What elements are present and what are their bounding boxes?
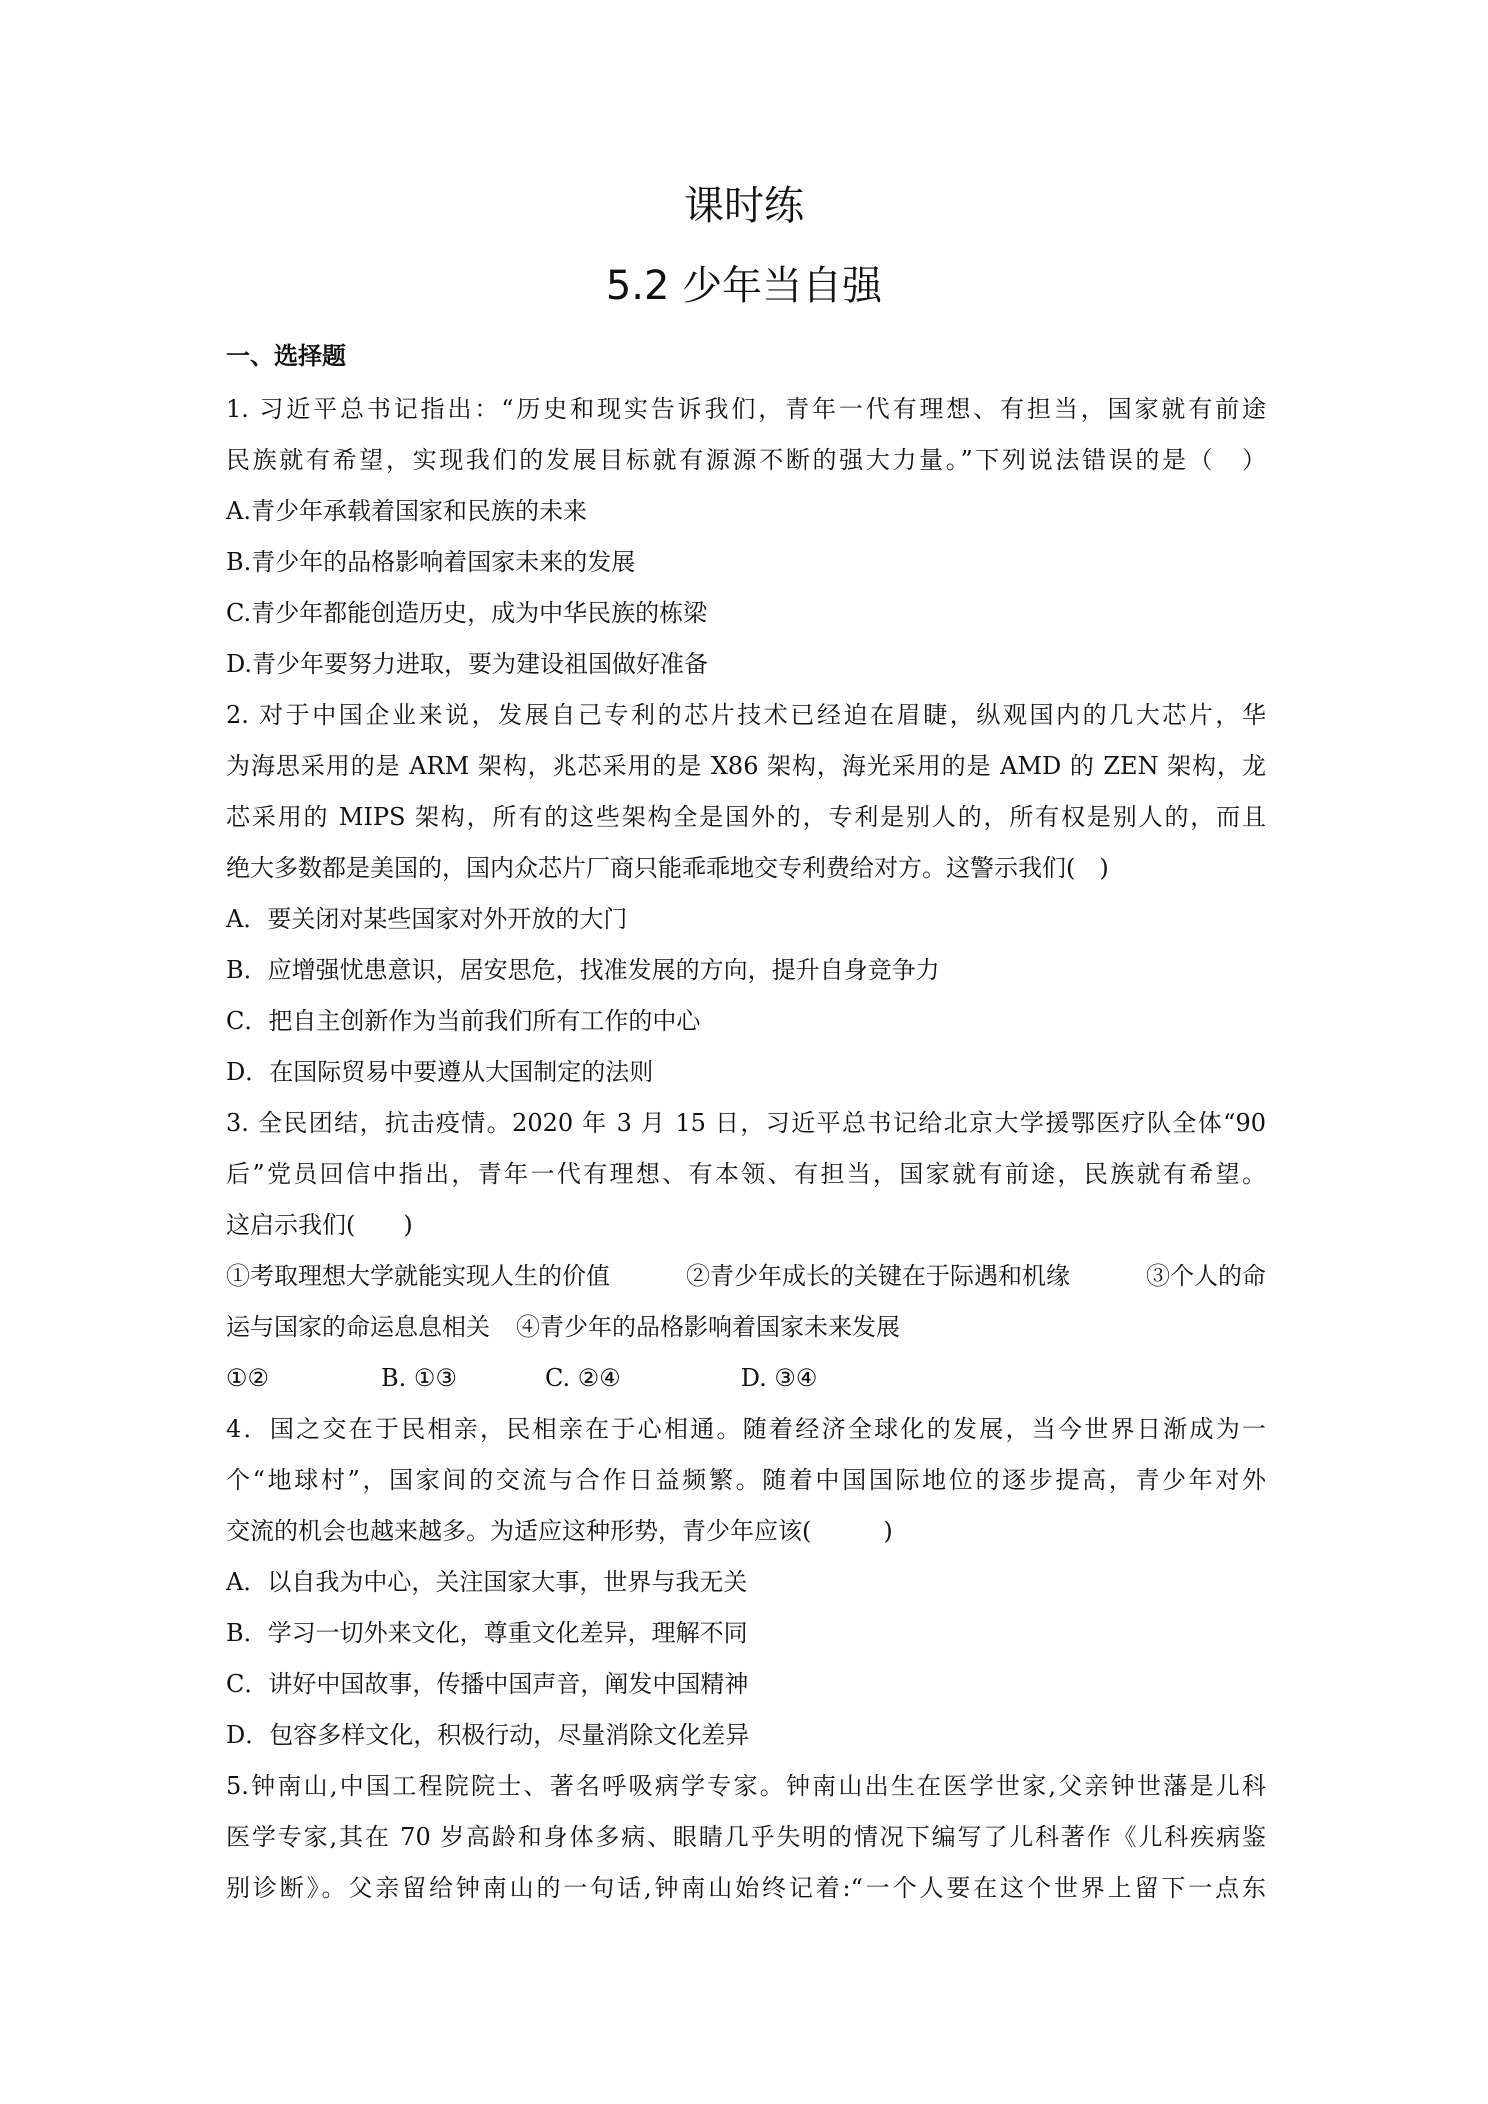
question-stem-line: 交流的机会也越来越多。为适应这种形势，青少年应该( ) [226,1517,893,1545]
question-stem-line: 后”党员回信中指出，青年一代有理想、有本领、有担当，国家就有前途，民族就有希望。 [226,1160,1266,1188]
statement-3-continued: 运与国家的命运息息相关 [226,1313,490,1341]
statement-3: ③个人的命 [1146,1262,1266,1290]
question-stem-line: 4．国之交在于民相亲，民相亲在于心相通。随着经济全球化的发展，当今世界日渐成为一 [226,1415,1266,1443]
choice-a: ①② [226,1364,270,1392]
question-stem-line: 3. 全民团结，抗击疫情。2020 年 3 月 15 日，习近平总书记给北京大学援鄂医疗队全体“90 [226,1109,1266,1137]
question-stem-line: 这启示我们( ) [226,1211,413,1239]
question-1 [226,384,1266,690]
question-stem-line: 5.钟南山,中国工程院院士、著名呼吸病学专家。钟南山出生在医学世家,父亲钟世藩是儿科 [226,1772,1266,1800]
option-d: D．在国际贸易中要遵从大国制定的法则 [226,1058,654,1086]
question-stem-line: 芯采用的 MIPS 架构，所有的这些架构全是国外的，专利是别人的，所有权是别人的，而且 [226,803,1266,831]
statements-line [226,1251,1266,1302]
section-heading: 一、选择题 [226,342,346,370]
choice-c: C. ②④ [544,1364,621,1392]
question-stem-line: 绝大多数都是美国的，国内众芯片厂商只能乖乖地交专利费给对方。这警示我们( ) [226,854,1109,882]
option-b: B.青少年的品格影响着国家未来的发展 [226,548,636,576]
question-stem-line: 2. 对于中国企业来说，发展自己专利的芯片技术已经迫在眉睫，纵观国内的几大芯片，华 [226,701,1266,729]
question-3 [226,1098,1266,1404]
question-4 [226,1404,1266,1761]
statement-1: ①考取理想大学就能实现人生的价值 [226,1262,610,1290]
questions-list [226,384,1266,1914]
option-c: C．讲好中国故事，传播中国声音，阐发中国精神 [226,1670,749,1698]
question-2 [226,690,1266,1098]
option-b: B．学习一切外来文化，尊重文化差异，理解不同 [226,1619,748,1647]
option-a: A．以自我为中心，关注国家大事，世界与我无关 [226,1568,748,1596]
choice-d: D. ③④ [740,1364,818,1392]
question-stem-line: 别诊断》。父亲留给钟南山的一句话,钟南山始终记着:“一个人要在这个世界上留下一点东 [226,1874,1266,1902]
lesson-title: 5.2 少年当自强 [605,263,883,309]
statements-line [226,1302,1266,1353]
option-d: D.青少年要努力进取，要为建设祖国做好准备 [226,650,709,678]
option-b: B．应增强忧患意识，居安思危，找准发展的方向，提升自身竞争力 [226,956,940,984]
question-stem-line: 医学专家,其在 70 岁高龄和身体多病、眼睛几乎失明的情况下编写了儿科著作《儿科疾病鉴 [226,1823,1266,1851]
page-title: 课时练 [684,183,804,229]
question-stem-line: 为海思采用的是 ARM 架构，兆芯采用的是 X86 架构，海光采用的是 AMD 的 ZEN 架构，龙 [226,752,1266,780]
question-stem-line: 民族就有希望，实现我们的发展目标就有源源不断的强大力量。”下列说法错误的是（ ） [226,446,1266,474]
statement-4: ④青少年的品格影响着国家未来发展 [516,1313,900,1341]
option-c: C．把自主创新作为当前我们所有工作的中心 [226,1007,701,1035]
option-a: A．要关闭对某些国家对外开放的大门 [226,905,628,933]
question-stem-line: 个“地球村”，国家间的交流与合作日益频繁。随着中国国际地位的逐步提高，青少年对外 [226,1466,1266,1494]
question-stem-line: 1. 习近平总书记指出：“历史和现实告诉我们，青年一代有理想、有担当，国家就有前途 [226,395,1266,423]
choices-line [226,1353,1266,1404]
statement-2: ②青少年成长的关键在于际遇和机缘 [686,1262,1070,1290]
choice-b: B. ①③ [381,1364,457,1392]
option-c: C.青少年都能创造历史，成为中华民族的栋梁 [226,599,708,627]
question-5 [226,1761,1266,1914]
option-a: A.青少年承载着国家和民族的未来 [226,497,587,525]
option-d: D．包容多样文化，积极行动，尽量消除文化差异 [226,1721,750,1749]
